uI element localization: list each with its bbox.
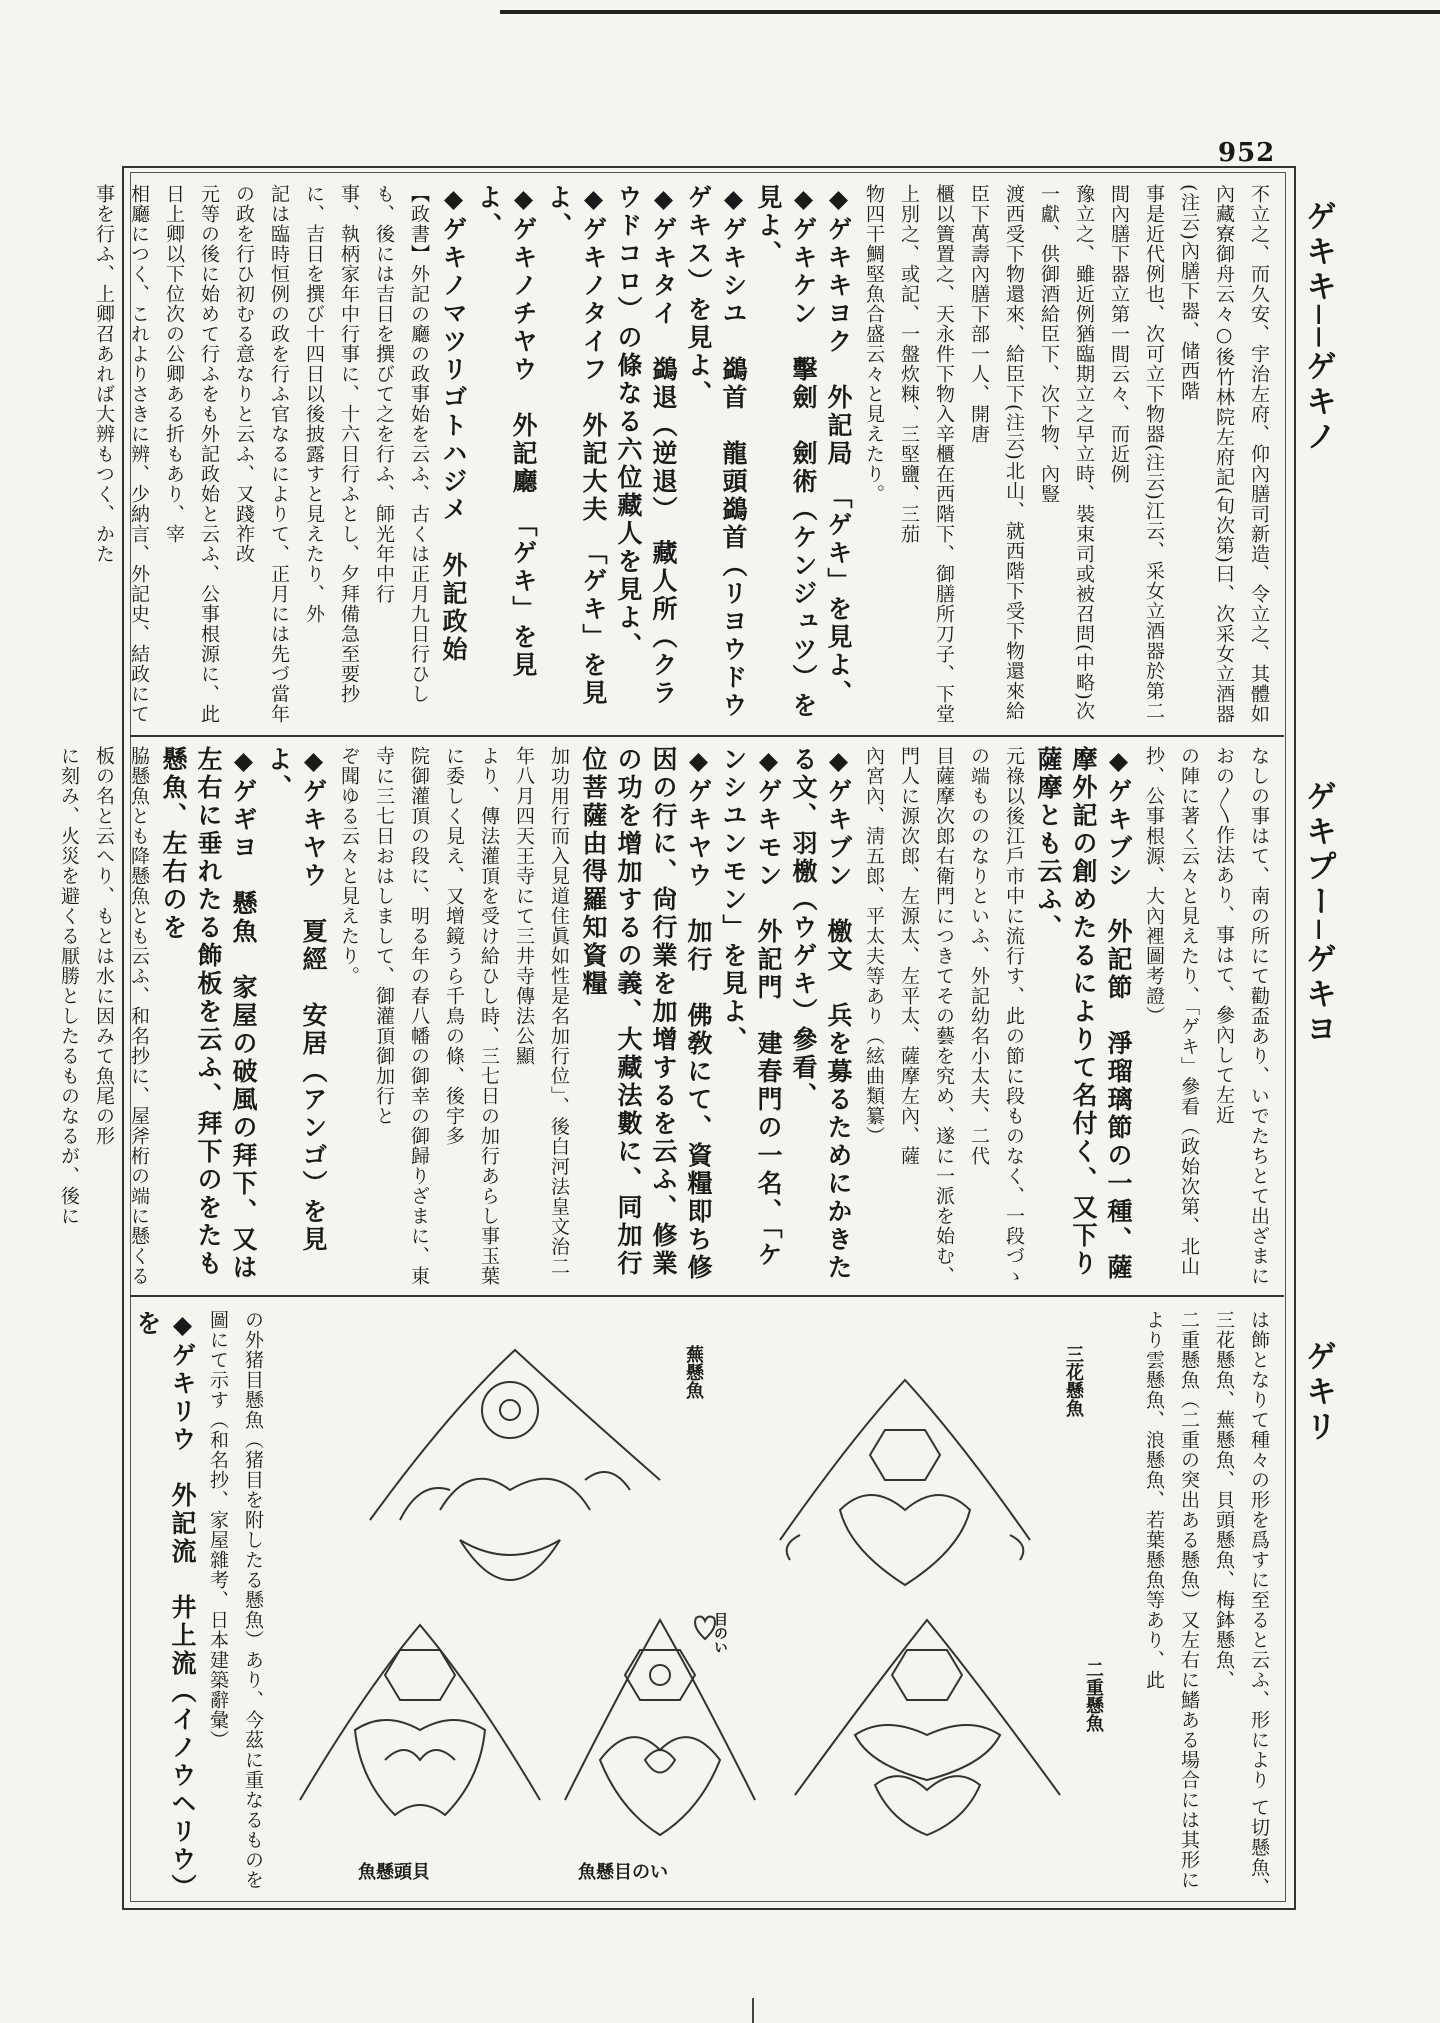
entry-gekiryuu: ◆ゲキリウ 外記流 井上流（イノウヘリウ）を <box>133 1310 197 1890</box>
text-column: に刻み、火災を避くる厭勝としたるものなるが、後に <box>58 746 80 1226</box>
text-column: 加功用行而入見道住眞如性是名加行位」、後白河法皇文治二年八月四天王寺にて三井寺傳法公顯 <box>513 746 570 1277</box>
band-divider-2 <box>130 1295 1284 1297</box>
text-column: の陣に著く云々と見えたり、「ゲキ」參看（政始次第、北山抄、公事根源、大內裡圖考證） <box>1143 746 1200 1277</box>
entry-gekiken: ◆ゲキケン 擊劍 劍術（ケンジュツ）を見よ、 <box>754 184 818 720</box>
text-column: 事是近代例也、次可立下物器(注云)江云、采女立酒器於第二間內膳下器立第一間云々、而近例 <box>1108 184 1165 721</box>
entry-gekimon: ◆ゲキモン 外記門 建春門の一名、「ケンシユンモン」を見よ、 <box>719 746 783 1270</box>
text-column: は飾となりて種々の形を爲すに至ると云ふ、形により て切懸魚、三花懸魚、蕪懸魚、貝頭懸魚、梅鉢懸魚、 <box>1213 1310 1270 1898</box>
entry-gekiyau-kagyou: ◆ゲキヤウ 加行 佛敎にて、資糧即ち修因の行に、尙行業を加增するを云ふ、修業の功を增加するの義、大藏法數に、同加行位菩薩由得羅知資糧 <box>579 746 713 1282</box>
text-column: 記は臨時恒例の政を行ふ官なるによりて、正月には先づ當年の政を行ひ初むる意なりと云ふ、又踐祚改 <box>233 184 290 724</box>
text-column: 院御灌頂の段に、明る年の春八幡の御幸の御歸りざまに、東寺に三七日おはしまして、御灌頂御加行と <box>373 746 430 1286</box>
figure-nijuu-gegyo <box>785 1605 1070 1845</box>
caption-kaigashira: 魚懸頭貝 <box>358 1862 430 1883</box>
entry-gekiyau-gegyou: ◆ゲキヤウ 夏經 安居（アンゴ）を見よ、 <box>264 746 328 1254</box>
caption-mitsubana: 三花懸魚 <box>1063 1345 1084 1417</box>
entry-gekinotaifu: ◆ゲキノタイフ 外記大夫 「ゲキ」を見よ、 <box>544 184 608 708</box>
text-column: 二重懸魚（二重の突出ある懸魚）又左右に鰭ある場合には其形により雲懸魚、浪懸魚、若葉懸魚等あり、此 <box>1143 1310 1200 1890</box>
figure-inome-gegyo <box>560 1600 760 1850</box>
figure-kabura-gegyo <box>360 1340 670 1620</box>
text-column: 元祿以後江戶市中に流行す、此の節に段ものなく、一段づゝの端もののなりといふ、外記幼名小太夫、二代 <box>968 746 1025 1286</box>
text-column: 豫立之、雖近例猶臨期立之早立時、裝束司或被召問(中略)次一獻、供御酒給臣下、次下物、內豎 <box>1038 184 1095 721</box>
band-divider-1 <box>130 735 1284 737</box>
band-2-text <box>58 746 1276 1286</box>
entry-gegyo: ◆ゲギヨ 懸魚 家屋の破風の拜下、又は左右に垂れたる飾板を云ふ、拜下のをたも懸魚、左右のを <box>159 746 258 1282</box>
text-column: 內宮內、淸五郎、平太夫等あり（絃曲類纂） <box>863 746 885 1146</box>
gutter-mark <box>752 1998 754 2023</box>
figure-mitsubana-gegyo <box>770 1360 1040 1600</box>
entry-gekinomatsurigoto: ◆ゲキノマツリゴトハジメ 外記政始 <box>439 184 468 664</box>
band-1-text <box>93 184 1276 726</box>
band-3-text-right <box>1124 1310 1276 1900</box>
section-header-gekipu: ゲキプー─ゲキヨ <box>1300 780 1336 1048</box>
caption-inome: 魚懸目のい <box>578 1862 668 1883</box>
caption-kabura: 蕪懸魚 <box>683 1345 704 1399</box>
entry-gekikyoku: ◆ゲキキヨク 外記局 「ゲキ」を見よ、 <box>824 184 853 708</box>
text-column: 渡西受下物還來、給臣下(注云)北山、就西階下受下物還來給臣下萬壽內膳下部一人、開唐 <box>968 184 1025 721</box>
text-column: ぞ聞ゆる云々と見えたり。 <box>338 746 360 986</box>
text-column: なしの事はて、南の所にて勸盃あり、いでたちとて出ざまにおの〳〵作法あり、事はて、參內して左近 <box>1213 746 1270 1286</box>
page-number: 952 <box>1218 138 1276 168</box>
entry-gekitai: ◆ゲキタイ 鷁退（逆退） 藏人所（クラウドコロ）の條なる六位藏人を見よ、 <box>614 184 678 708</box>
text-column: 【政書】外記の廳の政事始を云ふ、古くは正月九日行ひしも、後には吉日を撰びて之を行ふ、師光年中行 <box>373 184 430 704</box>
text-column: より、傳法灌頂を受け給ひし時、三七日の加行あらし事玉葉に委しく見え、又增鏡うら千鳥の條、後宇多 <box>443 746 500 1286</box>
text-column: 目薩摩次郎右衛門につきてその藝を究め、遂に一派を始む、門人に源次郎、左源太、左平太、薩摩左內、薩 <box>898 746 955 1286</box>
text-column: の外猪目懸魚（猪目を附したる懸魚）あり、今茲に重なるものを圖にて示す（和名抄、家屋雜考、日本建築辭彙） <box>207 1310 264 1890</box>
figure-kaigashira-gegyo <box>295 1610 545 1840</box>
caption-nijuu: 二重懸魚 <box>1083 1660 1104 1732</box>
band-3-text-left <box>133 1310 270 1900</box>
text-column: 元等の後に始めて行ふをも外記政始と云ふ、公事根源に、此日上卿以下位次の公卿ある折もあり、宰 <box>163 184 220 724</box>
text-column: 物四干鯛堅魚合盛云々と見えたり。 <box>863 184 885 504</box>
figure-inome-heart <box>690 1612 720 1642</box>
caption-inome-small: 目のい <box>712 1612 728 1654</box>
section-header-gekiri: ゲキリ <box>1300 1340 1336 1445</box>
entry-gekibushi: ◆ゲキブシ 外記節 淨瑠璃節の一種、薩摩外記の創めたるによりて名付く、又下り薩摩とも云ふ、 <box>1034 746 1133 1282</box>
entry-gekibun: ◆ゲキブン 檄文 兵を募るためにかきたる文、羽檄（ウゲキ）參看、 <box>789 746 853 1282</box>
text-column: 櫃以簀置之、天永件下物入辛櫃在西階下、御膳所刀子、下堂上別之、或記、一盤炊䊂、三堅鹽、三茄 <box>898 184 955 724</box>
top-rule <box>500 10 1440 14</box>
entry-gekinochou: ◆ゲキノチヤウ 外記廳 「ゲキ」を見よ、 <box>474 184 538 680</box>
text-column: 事、執柄家年中行事に、十六日行ふとし、夕拜備急至要抄に、吉日を撰び十四日以後披露すと見えたり、外 <box>303 184 360 704</box>
text-column: 不立之、而久安、宇治左府、仰內膳司新造、令立之、其體如內藏寮御舟云々○後竹林院左府記(旬次第)曰、次采女立酒器(注云)內膳下器、储西階 <box>1178 184 1270 724</box>
entry-gekishu: ◆ゲキシユ 鷁首 龍頭鷁首（リヨウドウゲキス）を見よ、 <box>684 184 748 720</box>
section-header-gekiki: ゲキキ──ゲキノ <box>1300 200 1336 456</box>
text-column: 相廳につく、これよりさきに辨、少納言、外記史、結政にて事を行ふ、上卿召あれば大辨もつく、かた <box>93 184 150 724</box>
text-column: 脇懸魚とも降懸魚とも云ふ、和名抄に、屋斧桁の端に懸くる板の名と云へり、もとは水に因みて魚尾の形 <box>93 746 150 1286</box>
